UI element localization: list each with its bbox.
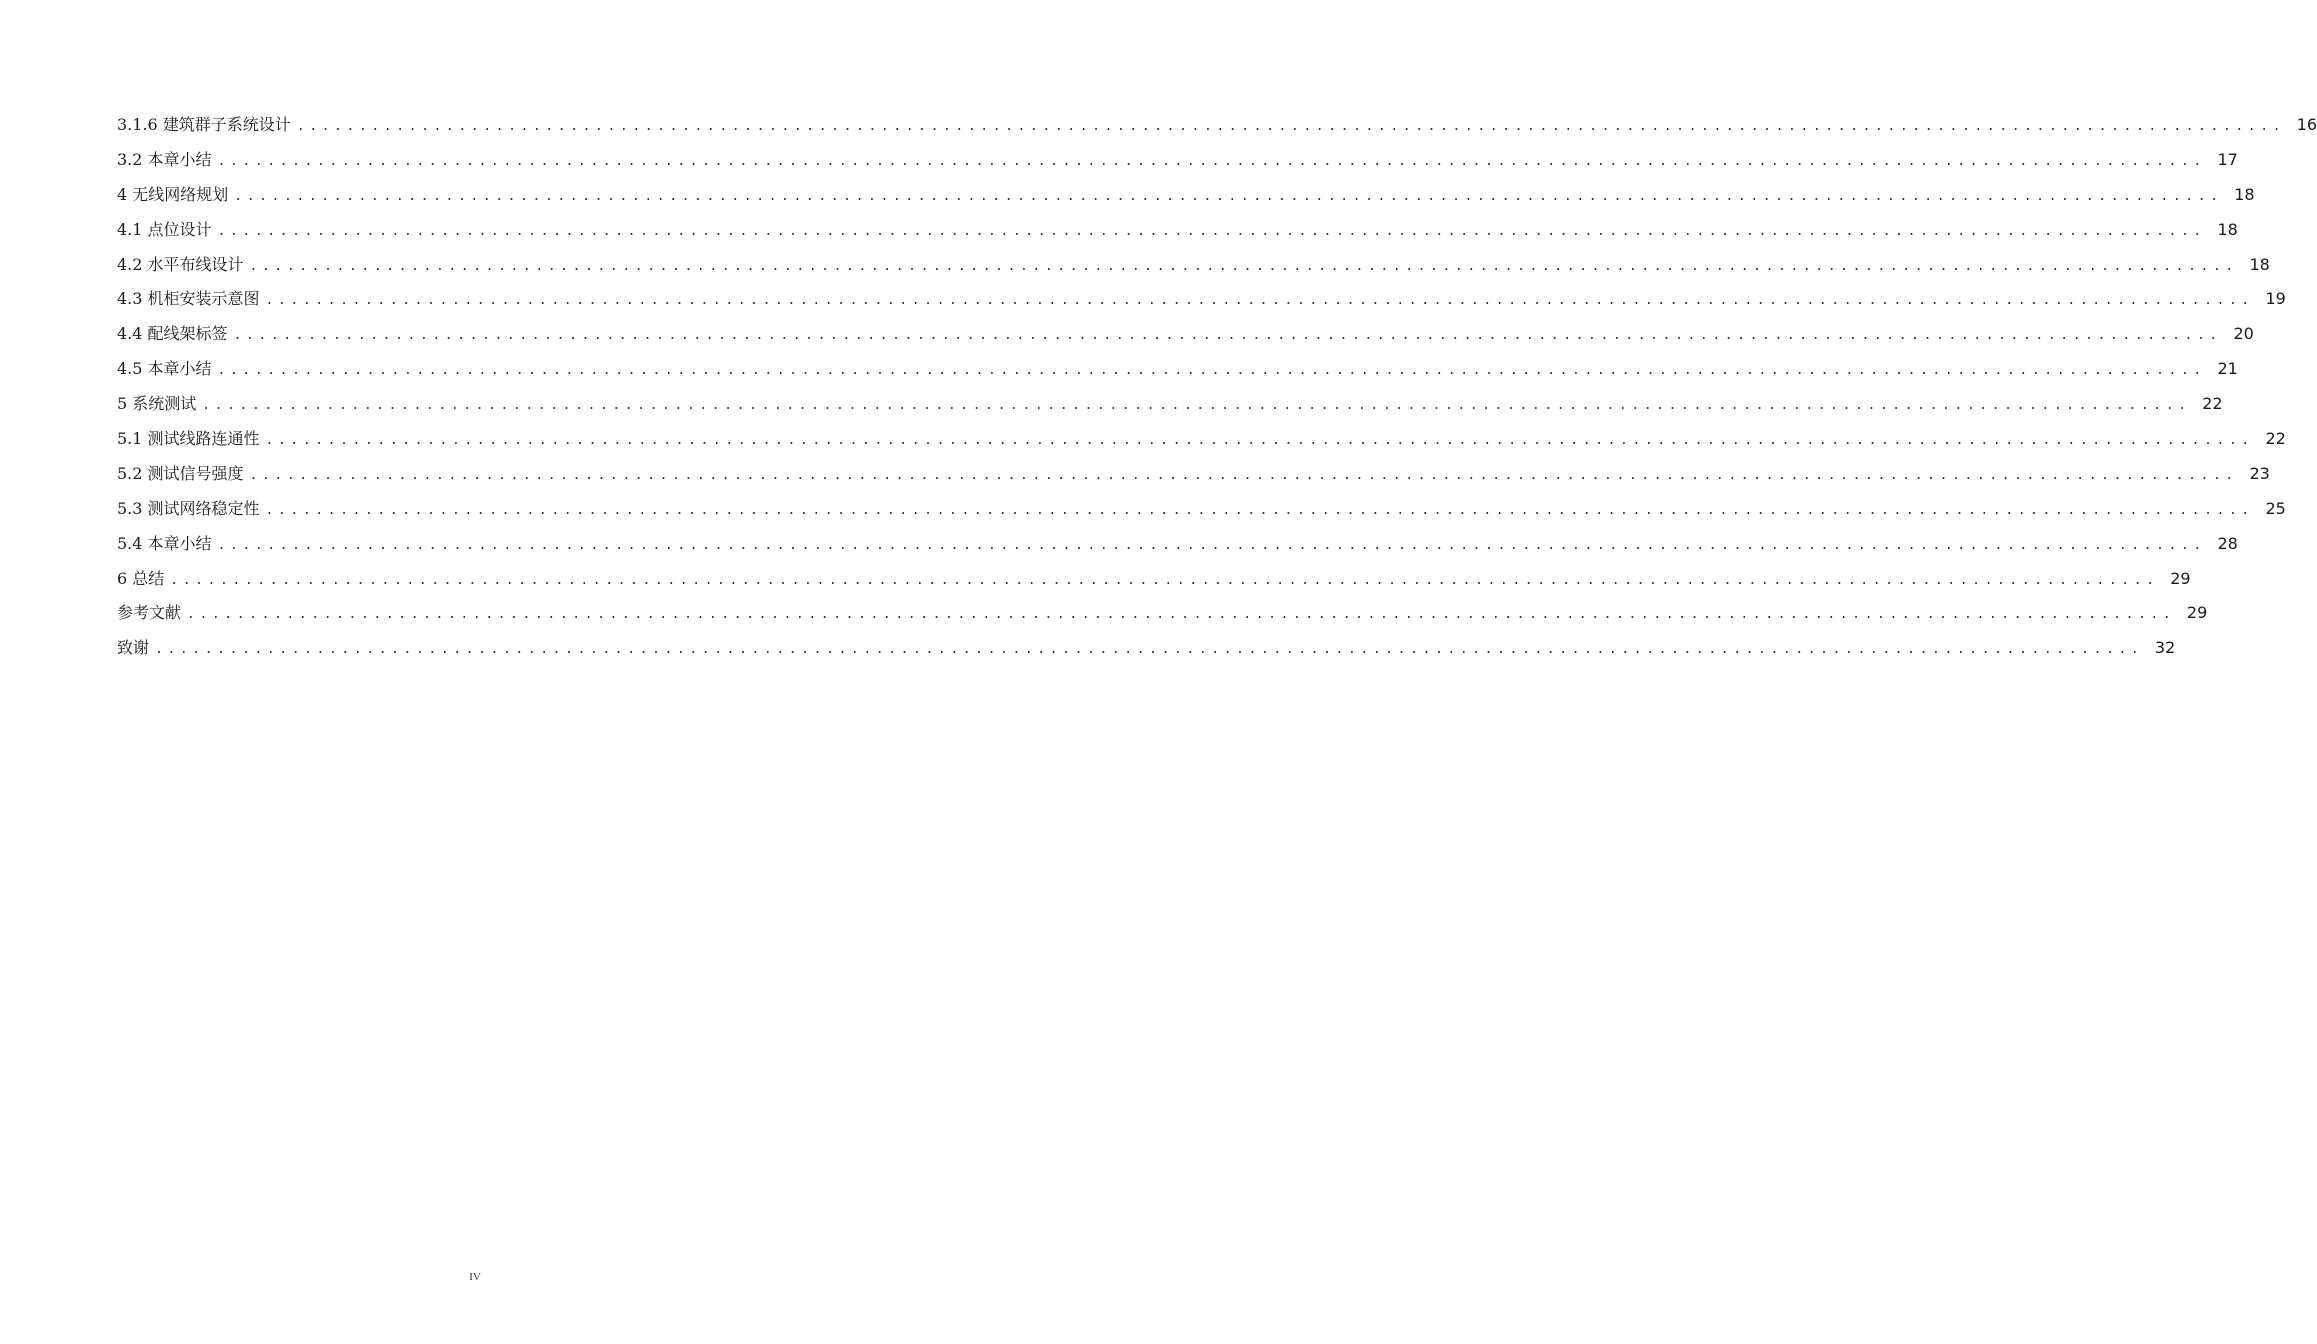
- toc-entry-page: 29: [2170, 568, 2191, 588]
- toc-entry[interactable]: [117, 252, 2270, 287]
- dot-leader: ................................................................................................................................................................: [202, 398, 2191, 414]
- toc-entry[interactable]: [117, 182, 2255, 217]
- toc-entry-page: 32: [2154, 638, 2176, 658]
- dot-leader: ................................................................................................................................................................: [170, 572, 2159, 588]
- toc-entry-page: 22: [2202, 394, 2223, 414]
- toc-entry-page: 17: [2217, 149, 2238, 169]
- dot-leader: ................................................................................................................................................................: [187, 607, 2176, 623]
- toc-entry-title: 4.4 配线架标签: [117, 324, 228, 344]
- toc-entry-page: 19: [2265, 289, 2286, 309]
- toc-entry[interactable]: [117, 356, 2238, 391]
- toc-entry-page: 20: [2233, 324, 2254, 344]
- toc-entry[interactable]: [117, 531, 2238, 566]
- toc-entry-page: 16: [2296, 115, 2317, 134]
- toc-entry-title: 5 系统测试: [117, 394, 197, 414]
- dot-leader: ................................................................................................................................................................: [233, 328, 2222, 344]
- toc-entry-title: 4 无线网络规划: [117, 184, 229, 204]
- toc-entry-title: 5.1 测试线路连通性: [117, 429, 260, 449]
- toc-entry-title: 参考文献: [117, 603, 182, 623]
- toc-entry-page: 23: [2249, 463, 2270, 483]
- toc-entry-title: 4.1 点位设计: [117, 219, 212, 239]
- dot-leader: ................................................................................................................................................................: [155, 642, 2144, 658]
- toc-entry-title: 5.3 测试网络稳定性: [117, 498, 260, 518]
- toc-entry[interactable]: [117, 426, 2286, 461]
- dot-leader: ................................................................................................................................................................: [234, 188, 2223, 204]
- toc-entry-title: 5.4 本章小结: [117, 533, 212, 553]
- toc-entry-page: 28: [2217, 533, 2238, 553]
- dot-leader: ................................................................................................................................................................: [217, 537, 2206, 553]
- toc-entry-title: 3.2 本章小结: [117, 149, 212, 169]
- toc-entry-page: 29: [2186, 603, 2208, 623]
- toc-entry[interactable]: [117, 147, 2238, 182]
- toc-entry[interactable]: [117, 600, 2208, 635]
- toc-entry[interactable]: [117, 112, 2317, 147]
- toc-entry-page: 18: [2249, 254, 2270, 274]
- toc-entry-page: 21: [2217, 359, 2238, 379]
- dot-leader: ................................................................................................................................................................: [265, 433, 2254, 449]
- table-of-contents: [117, 112, 2317, 670]
- dot-leader: ................................................................................................................................................................: [265, 293, 2254, 309]
- toc-entry-title: 6 总结: [117, 568, 165, 588]
- toc-entry[interactable]: [117, 391, 2223, 426]
- dot-leader: ................................................................................................................................................................: [249, 258, 2238, 274]
- dot-leader: ................................................................................................................................................................: [296, 119, 2286, 134]
- toc-entry-title: 3.1.6 建筑群子系统设计: [117, 115, 291, 134]
- toc-entry-title: 4.5 本章小结: [117, 359, 212, 379]
- toc-entry[interactable]: [117, 321, 2254, 356]
- dot-leader: ................................................................................................................................................................: [217, 363, 2206, 379]
- dot-leader: ................................................................................................................................................................: [217, 223, 2206, 239]
- dot-leader: ................................................................................................................................................................: [217, 153, 2206, 169]
- toc-entry[interactable]: [117, 635, 2176, 670]
- toc-entry-page: 18: [2234, 184, 2255, 204]
- toc-entry-page: 25: [2265, 498, 2286, 518]
- toc-entry-title: 5.2 测试信号强度: [117, 463, 244, 483]
- toc-entry-title: 4.3 机柜安装示意图: [117, 289, 260, 309]
- toc-entry-page: 22: [2265, 429, 2286, 449]
- dot-leader: ................................................................................................................................................................: [249, 467, 2238, 483]
- toc-entry[interactable]: [117, 461, 2270, 496]
- dot-leader: ................................................................................................................................................................: [265, 502, 2254, 518]
- toc-entry-title: 4.2 水平布线设计: [117, 254, 244, 274]
- toc-entry[interactable]: [117, 566, 2191, 601]
- toc-entry-title: 致谢: [117, 638, 150, 658]
- toc-entry[interactable]: [117, 286, 2286, 321]
- toc-entry[interactable]: [117, 217, 2238, 252]
- toc-entry[interactable]: [117, 496, 2286, 531]
- toc-entry-page: 18: [2217, 219, 2238, 239]
- page-number: IV: [469, 1271, 481, 1283]
